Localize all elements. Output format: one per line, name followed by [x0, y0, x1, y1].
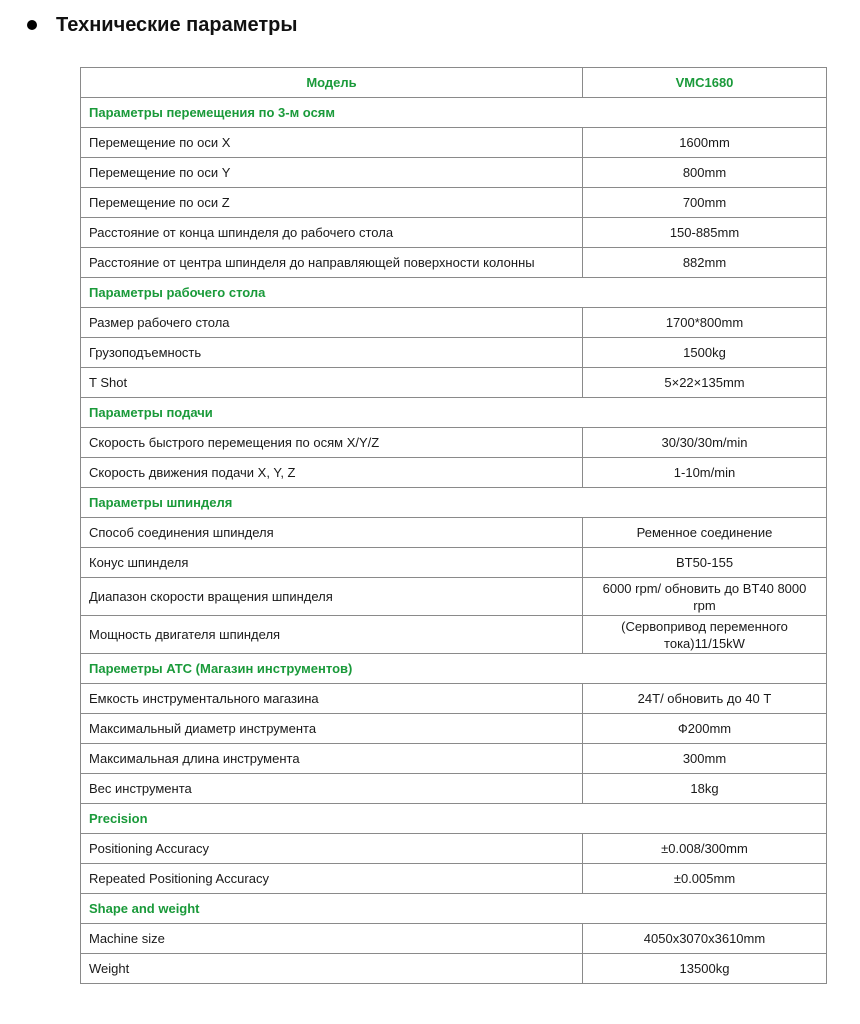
- table-row: [81, 428, 827, 458]
- table-row: [81, 714, 827, 744]
- table-row: [81, 578, 827, 616]
- spec-table: [80, 67, 827, 984]
- section-header-row: [81, 398, 827, 428]
- param-value: 30/30/30m/min: [583, 428, 827, 458]
- param-value: 150-885mm: [583, 218, 827, 248]
- param-value: 1500kg: [583, 338, 827, 368]
- table-row: [81, 308, 827, 338]
- param-name: Вес инструмента: [81, 774, 583, 804]
- table-row: [81, 774, 827, 804]
- model-label: Модель: [81, 68, 583, 98]
- section-title: Пареметры ATC (Магазин инструментов): [81, 654, 827, 684]
- param-name: Диапазон скорости вращения шпинделя: [81, 578, 583, 616]
- param-value: (Сервопривод переменного тока)11/15kW: [583, 616, 827, 654]
- page-heading: [26, 10, 297, 40]
- param-value: 300mm: [583, 744, 827, 774]
- param-name: Weight: [81, 954, 583, 984]
- table-row: [81, 684, 827, 714]
- param-name: T Shot: [81, 368, 583, 398]
- param-value: 18kg: [583, 774, 827, 804]
- model-value: VMC1680: [583, 68, 827, 98]
- bullet-icon: [27, 20, 37, 30]
- table-row: [81, 744, 827, 774]
- section-header-row: [81, 488, 827, 518]
- param-name: Перемещение по оси X: [81, 128, 583, 158]
- param-value: 24T/ обновить до 40 T: [583, 684, 827, 714]
- param-name: Machine size: [81, 924, 583, 954]
- param-name: Скорость движения подачи X, Y, Z: [81, 458, 583, 488]
- param-name: Максимальный диаметр инструмента: [81, 714, 583, 744]
- param-value: Ременное соединение: [583, 518, 827, 548]
- param-value: 800mm: [583, 158, 827, 188]
- param-name: Positioning Accuracy: [81, 834, 583, 864]
- param-value: ±0.005mm: [583, 864, 827, 894]
- param-name: Емкость инструментального магазина: [81, 684, 583, 714]
- table-row: [81, 458, 827, 488]
- section-header-row: [81, 654, 827, 684]
- table-row: [81, 128, 827, 158]
- table-row: [81, 248, 827, 278]
- param-value: 6000 rpm/ обновить до BT40 8000 rpm: [583, 578, 827, 616]
- param-name: Расстояние от центра шпинделя до направляющей поверхности колонны: [81, 248, 583, 278]
- param-name: Скорость быстрого перемещения по осям X/Y/Z: [81, 428, 583, 458]
- param-name: Repeated Positioning Accuracy: [81, 864, 583, 894]
- param-name: Максимальная длина инструмента: [81, 744, 583, 774]
- section-header-row: [81, 98, 827, 128]
- table-row: [81, 834, 827, 864]
- param-name: Мощность двигателя шпинделя: [81, 616, 583, 654]
- param-name: Перемещение по оси Z: [81, 188, 583, 218]
- section-header-row: [81, 278, 827, 308]
- table-row: [81, 158, 827, 188]
- param-value: BT50-155: [583, 548, 827, 578]
- table-header-row: [81, 68, 827, 98]
- section-title: Параметры шпинделя: [81, 488, 827, 518]
- table-row: [81, 548, 827, 578]
- param-value: 700mm: [583, 188, 827, 218]
- table-row: [81, 616, 827, 654]
- page-title: Технические параметры: [56, 13, 298, 36]
- table-row: [81, 924, 827, 954]
- param-value: 1600mm: [583, 128, 827, 158]
- table-row: [81, 864, 827, 894]
- section-header-row: [81, 804, 827, 834]
- section-header-row: [81, 894, 827, 924]
- param-name: Перемещение по оси Y: [81, 158, 583, 188]
- table-row: [81, 338, 827, 368]
- param-name: Размер рабочего стола: [81, 308, 583, 338]
- param-name: Расстояние от конца шпинделя до рабочего стола: [81, 218, 583, 248]
- table-row: [81, 188, 827, 218]
- param-name: Способ соединения шпинделя: [81, 518, 583, 548]
- section-title: Precision: [81, 804, 827, 834]
- table-row: [81, 518, 827, 548]
- param-value: 882mm: [583, 248, 827, 278]
- table-row: [81, 368, 827, 398]
- param-value: 1700*800mm: [583, 308, 827, 338]
- param-value: 5×22×135mm: [583, 368, 827, 398]
- section-title: Параметры перемещения по 3-м осям: [81, 98, 827, 128]
- param-value: 4050x3070x3610mm: [583, 924, 827, 954]
- param-value: 13500kg: [583, 954, 827, 984]
- param-value: ±0.008/300mm: [583, 834, 827, 864]
- param-name: Грузоподъемность: [81, 338, 583, 368]
- section-title: Параметры рабочего стола: [81, 278, 827, 308]
- param-name: Конус шпинделя: [81, 548, 583, 578]
- param-value: Ф200mm: [583, 714, 827, 744]
- param-value: 1-10m/min: [583, 458, 827, 488]
- section-title: Shape and weight: [81, 894, 827, 924]
- table-row: [81, 954, 827, 984]
- table-row: [81, 218, 827, 248]
- section-title: Параметры подачи: [81, 398, 827, 428]
